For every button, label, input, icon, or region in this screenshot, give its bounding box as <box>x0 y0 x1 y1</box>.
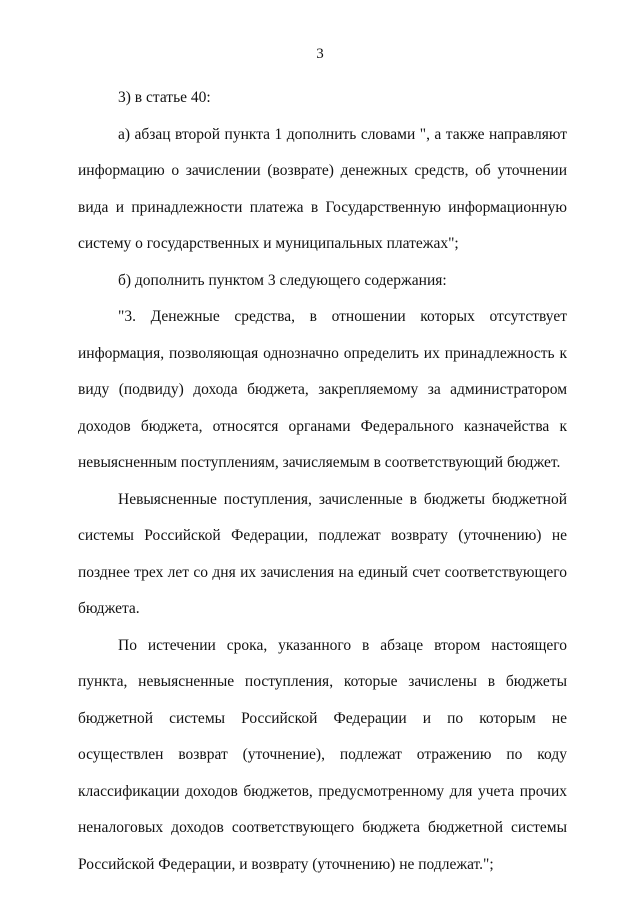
paragraph-point-3: "3. Денежные средства, в отношении которых отсутствует информация, позволяющая однозначно определить их принадлежность к виду (подвиду) дохода бюджета, закрепляемому за администратором доходов бюджета, относятся органами Федерального казначейства к невыясненным поступлениям, зачисляемым в соответствующий бюджет. <box>78 308 567 471</box>
paragraph-item-a: а) абзац второй пункта 1 дополнить словами ", а также направляют информацию о зачислении (возврате) денежных средств, об уточнении вида и принадлежности платежа в Государственную информационную систему о государственных и муниципальных платежах"; <box>78 125 567 252</box>
paragraph-item-b: б) дополнить пунктом 3 следующего содержания: <box>118 271 447 289</box>
document-body <box>78 80 567 883</box>
page-number: 3 <box>316 46 324 62</box>
paragraph-article-40: 3) в статье 40: <box>118 89 211 106</box>
paragraph-unidentified-receipts: Невыясненные поступления, зачисленные в бюджеты бюджетной системы Российской Федерации, подлежат возврату (уточнению) не позднее трех лет со дня их зачисления на единый счет соответствующего бюджета. <box>78 490 567 617</box>
paragraph-expiry-term: По истечении срока, указанного в абзаце втором настоящего пункта, невыясненные поступления, которые зачислены в бюджеты бюджетной системы Российской Федерации и по которым не осуществлен возврат (уточнение), подлежат отражению по коду классификации доходов бюджетов, предусмотренному для учета прочих неналоговых доходов соответствующего бюджета бюджетной системы Российской Федерации, и возврату (уточнению) не подлежат."; <box>78 636 567 873</box>
